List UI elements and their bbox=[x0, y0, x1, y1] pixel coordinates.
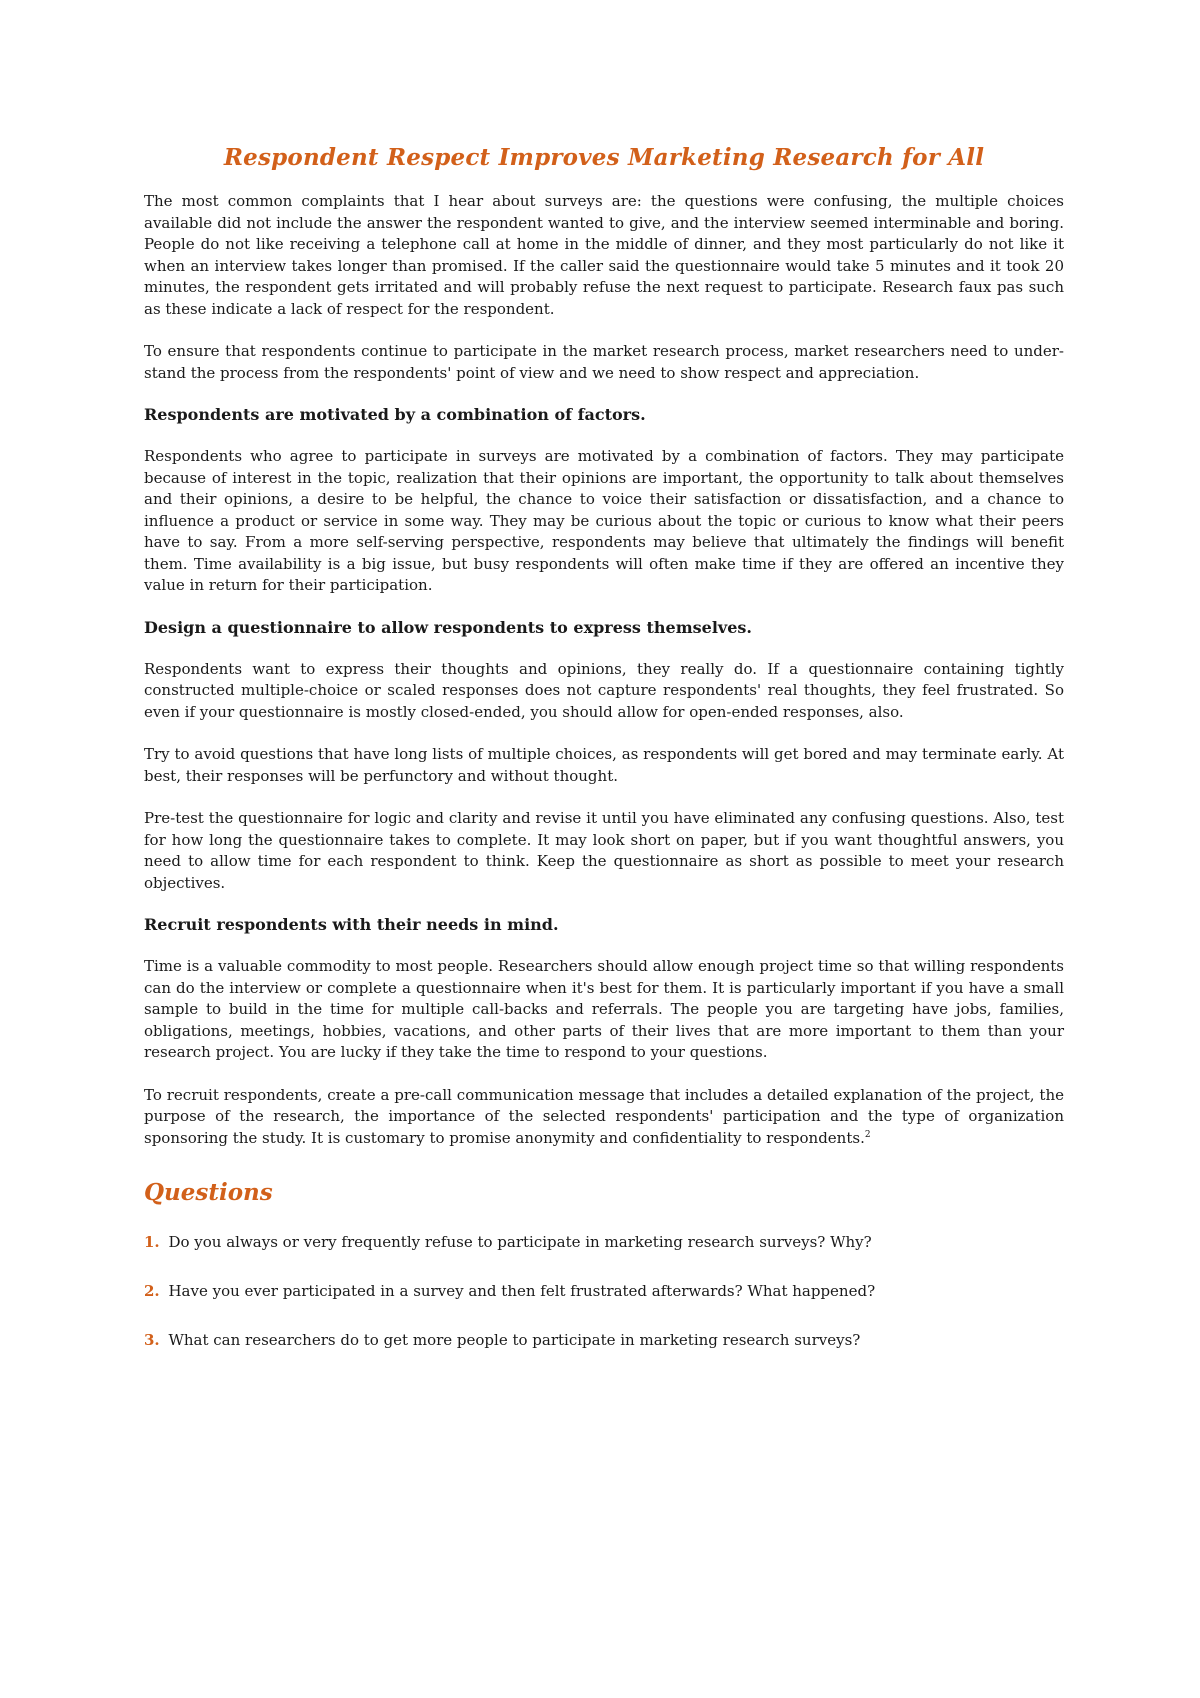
question-text: What can researchers do to get more people to participate in marketing research surveys? bbox=[168, 1331, 861, 1349]
intro-paragraph-2: To ensure that respondents continue to participate in the market research process, market researchers need to under-stand the process from the respondents' point of view and we need to show respect and appreciation. bbox=[144, 342, 1064, 382]
document-page bbox=[144, 144, 1064, 1379]
design-paragraph-3: Pre-test the questionnaire for logic and clarity and revise it until you have eliminated any confusing questions. Also, test for how long the questionnaire takes to complete. It may look short on paper, but if you want thoughtful answers, you need to allow time for each respondent to think. Keep the questionnaire as short as possible to meet your research objectives. bbox=[144, 809, 1064, 892]
design-paragraph-1: Respondents want to express their thoughts and opinions, they really do. If a questionnaire containing tightly constructed multiple-choice or scaled responses does not capture respondents' real thoughts, they feel frustrated. So even if your questionnaire is mostly closed-ended, you should allow for open-ended responses, also. bbox=[144, 659, 1064, 721]
question-text: Have you ever participated in a survey and then felt frustrated afterwards? What happened? bbox=[168, 1282, 876, 1300]
question-item bbox=[144, 1330, 1064, 1351]
section-heading-recruit: Recruit respondents with their needs in mind. bbox=[144, 915, 559, 934]
question-item bbox=[144, 1281, 1064, 1302]
recruit-paragraph-2 bbox=[144, 1085, 1064, 1150]
question-text: Do you always or very frequently refuse to participate in marketing research surveys? Why? bbox=[168, 1233, 872, 1251]
question-item bbox=[144, 1232, 1064, 1253]
design-paragraph-2: Try to avoid questions that have long lists of multiple choices, as respondents will get bored and may terminate early. At best, their responses will be perfunctory and without thought. bbox=[144, 745, 1064, 785]
recruit-paragraph-2-text: To recruit respondents, create a pre-call communication message that includes a detailed explanation of the project, the purpose of the research, the importance of the selected respondents' participation and the type of organization sponsoring the study. It is customary to promise anonymity and confidentiality to respondents. bbox=[144, 1085, 1064, 1147]
motivation-paragraph-1: Respondents who agree to participate in surveys are motivated by a combination of factors. They may participate because of interest in the topic, realization that their opinions are important, the opportunity to talk about themselves and their opinions, a desire to be helpful, the chance to voice their satisfaction or dissatisfaction, and a chance to influence a product or service in some way. They may be curious about the topic or curious to know what their peers have to say. From a more self-serving perspective, respondents may believe that ultimately the findings will benefit them. Time availability is a big issue, but busy respondents will often make time if they are offered an incentive they value in return for their participation. bbox=[144, 447, 1064, 594]
questions-title: Questions bbox=[144, 1179, 273, 1206]
question-number: 2. bbox=[144, 1282, 160, 1300]
question-number: 3. bbox=[144, 1331, 160, 1349]
section-heading-motivation: Respondents are motivated by a combination of factors. bbox=[144, 405, 646, 424]
footnote-marker[interactable]: 2 bbox=[864, 1129, 871, 1140]
document-title: Respondent Respect Improves Marketing Research for All bbox=[223, 144, 985, 171]
question-number: 1. bbox=[144, 1233, 160, 1251]
intro-paragraph-1: The most common complaints that I hear about surveys are: the questions were confusing, the multiple choices available did not include the answer the respondent wanted to give, and the interview seemed interminable and boring. People do not like receiving a telephone call at home in the middle of dinner, and they most particularly do not like it when an interview takes longer than promised. If the caller said the questionnaire would take 5 minutes and it took 20 minutes, the respondent gets irritated and will probably refuse the next request to participate. Research faux pas such as these indicate a lack of respect for the respondent. bbox=[144, 192, 1064, 318]
recruit-paragraph-1: Time is a valuable commodity to most people. Researchers should allow enough project time so that willing respondents can do the interview or complete a questionnaire when it's best for them. It is particularly important if you have a small sample to build in the time for multiple call-backs and referrals. The people you are targeting have jobs, families, obligations, meetings, hobbies, vacations, and other parts of their lives that are more important to them than your research project. You are lucky if they take the time to respond to your questions. bbox=[144, 957, 1064, 1061]
section-heading-questionnaire-design: Design a questionnaire to allow respondents to express themselves. bbox=[144, 617, 752, 637]
